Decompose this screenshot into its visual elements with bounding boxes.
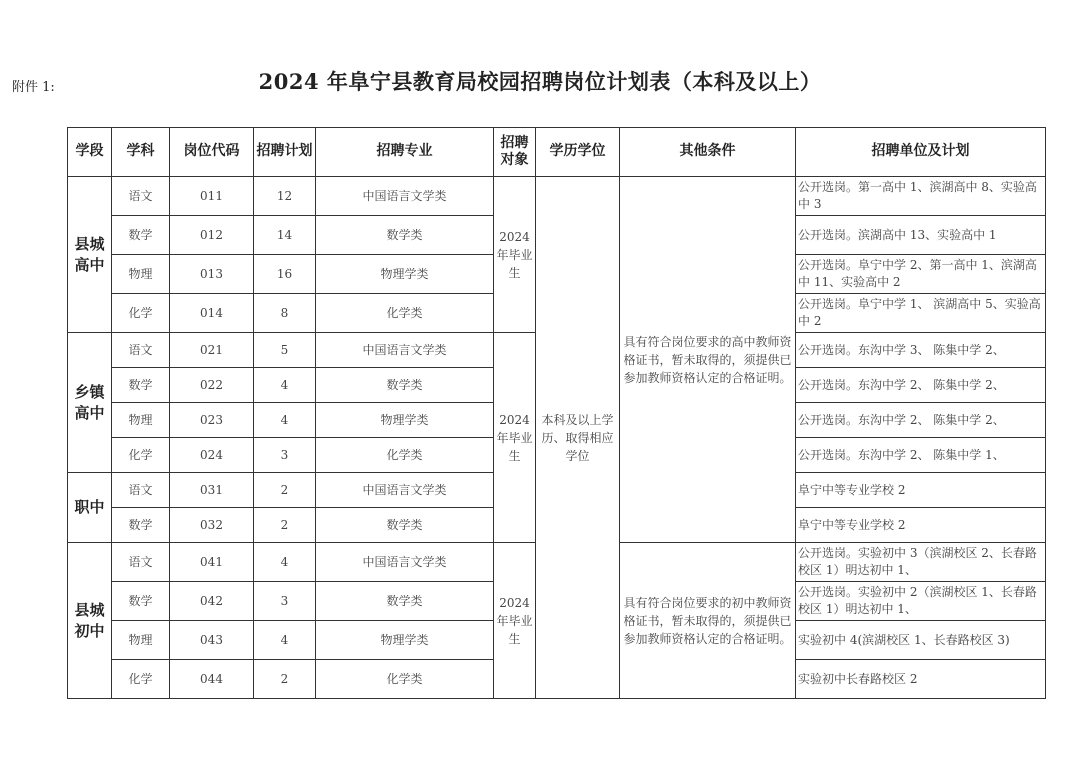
plan-cell: 14 bbox=[254, 216, 316, 255]
major-cell: 数学类 bbox=[316, 216, 494, 255]
subject-cell: 语文 bbox=[112, 543, 170, 582]
plan-cell: 4 bbox=[254, 621, 316, 660]
plan-cell: 8 bbox=[254, 294, 316, 333]
plan-cell: 3 bbox=[254, 582, 316, 621]
units-cell: 阜宁中等专业学校 2 bbox=[796, 508, 1046, 543]
conditions-junior-high: 具有符合岗位要求的初中教师资格证书，暂未取得的，须提供已参加教师资格认定的合格证明。 bbox=[620, 543, 796, 699]
code-cell: 013 bbox=[170, 255, 254, 294]
header-code: 岗位代码 bbox=[170, 128, 254, 177]
code-cell: 043 bbox=[170, 621, 254, 660]
header-conditions: 其他条件 bbox=[620, 128, 796, 177]
code-cell: 041 bbox=[170, 543, 254, 582]
subject-cell: 化学 bbox=[112, 294, 170, 333]
code-cell: 021 bbox=[170, 333, 254, 368]
major-cell: 化学类 bbox=[316, 660, 494, 699]
major-cell: 数学类 bbox=[316, 508, 494, 543]
subject-cell: 语文 bbox=[112, 473, 170, 508]
units-cell: 公开选岗。阜宁中学 1、 滨湖高中 5、实验高中 2 bbox=[796, 294, 1046, 333]
code-cell: 044 bbox=[170, 660, 254, 699]
code-cell: 022 bbox=[170, 368, 254, 403]
code-cell: 023 bbox=[170, 403, 254, 438]
major-cell: 中国语言文学类 bbox=[316, 473, 494, 508]
units-cell: 公开选岗。实验初中 3（滨湖校区 2、长春路校区 1）明达初中 1、 bbox=[796, 543, 1046, 582]
stage-cell: 乡镇高中 bbox=[68, 333, 112, 473]
stage-cell: 县城初中 bbox=[68, 543, 112, 699]
units-cell: 公开选岗。实验初中 2（滨湖校区 1、长春路校区 1）明达初中 1、 bbox=[796, 582, 1046, 621]
units-cell: 公开选岗。第一高中 1、滨湖高中 8、实验高中 3 bbox=[796, 177, 1046, 216]
subject-cell: 数学 bbox=[112, 508, 170, 543]
recruitment-table bbox=[67, 127, 1046, 699]
subject-cell: 化学 bbox=[112, 660, 170, 699]
header-plan: 招聘计划 bbox=[254, 128, 316, 177]
code-cell: 011 bbox=[170, 177, 254, 216]
target-cell: 2024年毕业生 bbox=[494, 543, 536, 699]
conditions-high-school: 具有符合岗位要求的高中教师资格证书，暂未取得的，须提供已参加教师资格认定的合格证明。 bbox=[620, 177, 796, 543]
plan-cell: 4 bbox=[254, 368, 316, 403]
units-cell: 公开选岗。滨湖高中 13、实验高中 1 bbox=[796, 216, 1046, 255]
units-cell: 实验初中长春路校区 2 bbox=[796, 660, 1046, 699]
attachment-label: 附件 1: bbox=[12, 80, 55, 95]
code-cell: 024 bbox=[170, 438, 254, 473]
header-stage: 学段 bbox=[68, 128, 112, 177]
header-major: 招聘专业 bbox=[316, 128, 494, 177]
units-cell: 公开选岗。东沟中学 3、 陈集中学 2、 bbox=[796, 333, 1046, 368]
major-cell: 物理学类 bbox=[316, 403, 494, 438]
plan-cell: 4 bbox=[254, 403, 316, 438]
page-title: 2024 年阜宁县教育局校园招聘岗位计划表（本科及以上） bbox=[258, 69, 822, 94]
header-subject: 学科 bbox=[112, 128, 170, 177]
plan-cell: 2 bbox=[254, 660, 316, 699]
subject-cell: 物理 bbox=[112, 255, 170, 294]
header-target: 招聘对象 bbox=[494, 128, 536, 177]
subject-cell: 语文 bbox=[112, 333, 170, 368]
plan-cell: 16 bbox=[254, 255, 316, 294]
plan-cell: 12 bbox=[254, 177, 316, 216]
code-cell: 012 bbox=[170, 216, 254, 255]
table-row bbox=[68, 177, 1046, 216]
major-cell: 中国语言文学类 bbox=[316, 333, 494, 368]
code-cell: 042 bbox=[170, 582, 254, 621]
major-cell: 物理学类 bbox=[316, 621, 494, 660]
subject-cell: 物理 bbox=[112, 621, 170, 660]
stage-cell: 县城高中 bbox=[68, 177, 112, 333]
header-degree: 学历学位 bbox=[536, 128, 620, 177]
code-cell: 032 bbox=[170, 508, 254, 543]
units-cell: 阜宁中等专业学校 2 bbox=[796, 473, 1046, 508]
plan-cell: 2 bbox=[254, 473, 316, 508]
major-cell: 数学类 bbox=[316, 582, 494, 621]
plan-cell: 4 bbox=[254, 543, 316, 582]
subject-cell: 物理 bbox=[112, 403, 170, 438]
units-cell: 公开选岗。东沟中学 2、 陈集中学 2、 bbox=[796, 403, 1046, 438]
degree-cell: 本科及以上学历、取得相应学位 bbox=[536, 177, 620, 699]
target-cell: 2024年毕业生 bbox=[494, 333, 536, 543]
major-cell: 数学类 bbox=[316, 368, 494, 403]
subject-cell: 数学 bbox=[112, 216, 170, 255]
target-cell: 2024年毕业生 bbox=[494, 177, 536, 333]
units-cell: 实验初中 4(滨湖校区 1、长春路校区 3) bbox=[796, 621, 1046, 660]
subject-cell: 语文 bbox=[112, 177, 170, 216]
major-cell: 化学类 bbox=[316, 438, 494, 473]
units-cell: 公开选岗。东沟中学 2、 陈集中学 1、 bbox=[796, 438, 1046, 473]
major-cell: 中国语言文学类 bbox=[316, 543, 494, 582]
header-units: 招聘单位及计划 bbox=[796, 128, 1046, 177]
code-cell: 031 bbox=[170, 473, 254, 508]
code-cell: 014 bbox=[170, 294, 254, 333]
plan-cell: 5 bbox=[254, 333, 316, 368]
subject-cell: 数学 bbox=[112, 368, 170, 403]
units-cell: 公开选岗。东沟中学 2、 陈集中学 2、 bbox=[796, 368, 1046, 403]
plan-cell: 3 bbox=[254, 438, 316, 473]
major-cell: 中国语言文学类 bbox=[316, 177, 494, 216]
stage-cell: 职中 bbox=[68, 473, 112, 543]
units-cell: 公开选岗。阜宁中学 2、第一高中 1、滨湖高中 11、实验高中 2 bbox=[796, 255, 1046, 294]
major-cell: 化学类 bbox=[316, 294, 494, 333]
major-cell: 物理学类 bbox=[316, 255, 494, 294]
plan-cell: 2 bbox=[254, 508, 316, 543]
subject-cell: 数学 bbox=[112, 582, 170, 621]
subject-cell: 化学 bbox=[112, 438, 170, 473]
